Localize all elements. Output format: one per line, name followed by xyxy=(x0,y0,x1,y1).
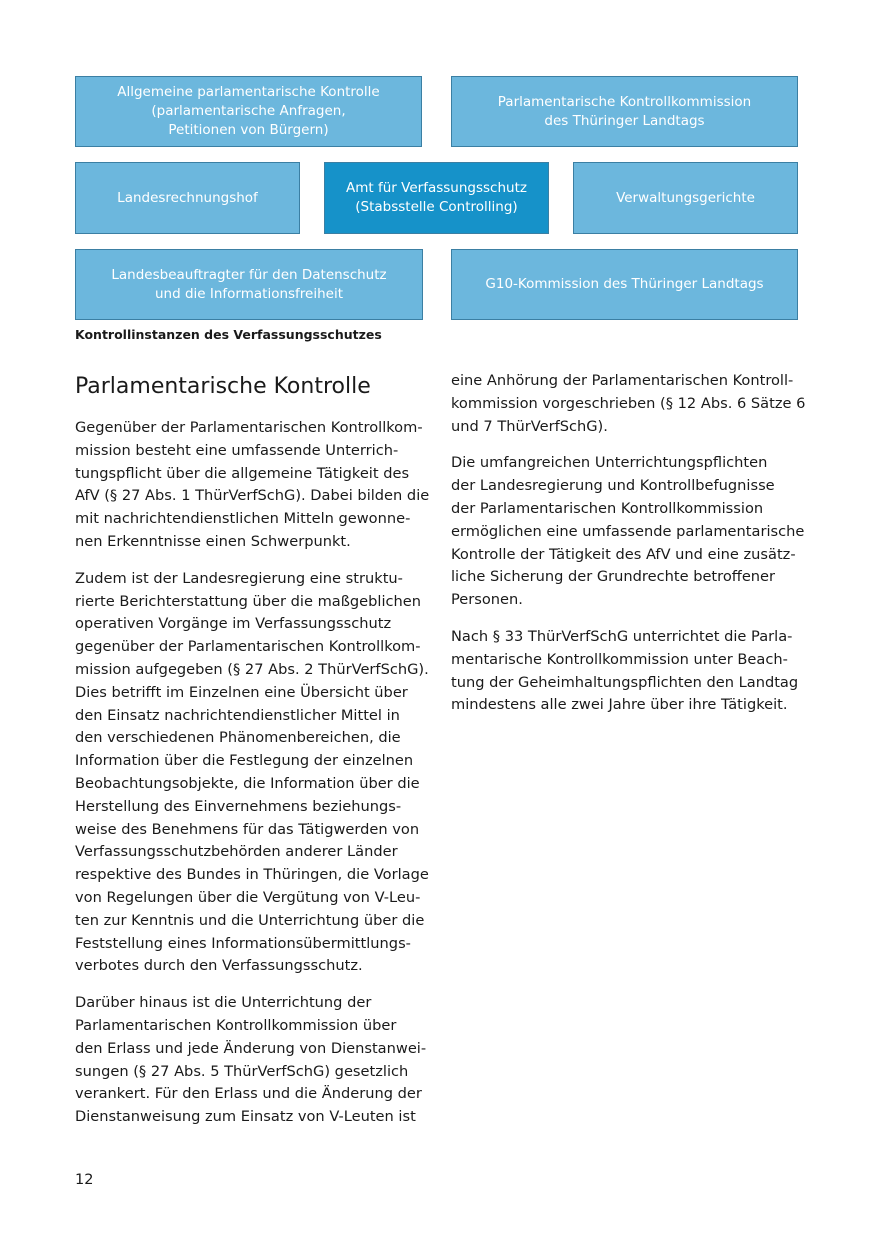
text-line: den Erlass und jede Änderung von Dienstanwei- xyxy=(75,1039,427,1057)
text-line: Feststellung eines Informationsübermittlungs- xyxy=(75,934,411,952)
text-column-left xyxy=(75,370,430,1143)
right-paragraphs xyxy=(451,370,806,717)
box-verwaltungsgerichte: Verwaltungsgerichte xyxy=(573,162,798,234)
text-column-right xyxy=(451,370,806,731)
text-line: Nach § 33 ThürVerfSchG unterrichtet die Parla- xyxy=(451,627,793,645)
text-line: Herstellung des Einvernehmens beziehungs- xyxy=(75,797,402,815)
section-heading: Parlamentarische Kontrolle xyxy=(75,374,371,399)
text-line: nen Erkenntnisse einen Schwerpunkt. xyxy=(75,532,351,550)
text-line: mindestens alle zwei Jahre über ihre Tätigkeit. xyxy=(451,696,788,714)
text-line: Beobachtungsobjekte, die Information über die xyxy=(75,774,420,792)
text-line: mission aufgegeben (§ 27 Abs. 2 ThürVerfSchG). xyxy=(75,660,429,678)
text-line: sungen (§ 27 Abs. 5 ThürVerfSchG) gesetzlich xyxy=(75,1062,409,1080)
text-line: tungspflicht über die allgemeine Tätigkeit des xyxy=(75,464,410,482)
paragraph xyxy=(75,417,430,554)
text-line: von Regelungen über die Vergütung von V-Leu- xyxy=(75,888,421,906)
box-parlamentarische-kontrollkommission: Parlamentarische Kontrollkommission des Thüringer Landtags xyxy=(451,76,798,147)
text-line: Parlamentarischen Kontrollkommission über xyxy=(75,1016,397,1034)
text-line: weise des Benehmens für das Tätigwerden von xyxy=(75,820,420,838)
left-paragraphs xyxy=(75,417,430,1129)
text-line: operativen Vorgänge im Verfassungsschutz xyxy=(75,615,392,633)
box-allgemeine-kontrolle: Allgemeine parlamentarische Kontrolle (parlamentarische Anfragen, Petitionen von Bürgern) xyxy=(75,76,422,147)
box-datenschutzbeauftragter: Landesbeauftragter für den Datenschutz und die Informationsfreiheit xyxy=(75,249,423,320)
text-line: Kontrolle der Tätigkeit des AfV und eine zusätz- xyxy=(451,545,796,563)
text-line: verbotes durch den Verfassungsschutz. xyxy=(75,957,363,975)
text-line: Verfassungsschutzbehörden anderer Länder xyxy=(75,843,398,861)
text-line: Zudem ist der Landesregierung eine struktu- xyxy=(75,569,403,587)
text-line: den verschiedenen Phänomenbereichen, die xyxy=(75,729,401,747)
text-line: der Parlamentarischen Kontrollkommission xyxy=(451,499,764,517)
text-line: AfV (§ 27 Abs. 1 ThürVerfSchG). Dabei bilden die xyxy=(75,487,430,505)
text-line: rierte Berichterstattung über die maßgeblichen xyxy=(75,592,422,610)
text-line: den Einsatz nachrichtendienstlicher Mittel in xyxy=(75,706,400,724)
text-line: kommission vorgeschrieben (§ 12 Abs. 6 Sätze 6 xyxy=(451,394,806,412)
box-landesrechnungshof: Landesrechnungshof xyxy=(75,162,300,234)
text-line: mentarische Kontrollkommission unter Beach- xyxy=(451,650,788,668)
page-number: 12 xyxy=(75,1172,94,1188)
text-line: respektive des Bundes in Thüringen, die Vorlage xyxy=(75,866,429,884)
text-line: mit nachrichtendienstlichen Mitteln gewonne- xyxy=(75,510,411,528)
text-line: Personen. xyxy=(451,591,523,609)
text-line: verankert. Für den Erlass und die Änderung der xyxy=(75,1085,422,1103)
box-g10-kommission: G10-Kommission des Thüringer Landtags xyxy=(451,249,798,320)
text-line: Gegenüber der Parlamentarischen Kontrollkom- xyxy=(75,419,423,436)
paragraph xyxy=(451,370,806,438)
text-line: ermöglichen eine umfassende parlamentarische xyxy=(451,522,805,540)
text-line: eine Anhörung der Parlamentarischen Kontroll- xyxy=(451,372,794,389)
text-line: und 7 ThürVerfSchG). xyxy=(451,417,608,435)
text-line: mission besteht eine umfassende Unterrich- xyxy=(75,441,399,459)
text-line: Die umfangreichen Unterrichtungspflichten xyxy=(451,454,768,472)
text-line: Darüber hinaus ist die Unterrichtung der xyxy=(75,994,372,1012)
text-line: gegenüber der Parlamentarischen Kontrollkom- xyxy=(75,638,421,656)
text-line: liche Sicherung der Grundrechte betroffener xyxy=(451,568,776,586)
paragraph xyxy=(75,992,427,1129)
paragraph xyxy=(451,452,805,612)
text-line: ten zur Kenntnis und die Unterrichtung über die xyxy=(75,911,425,929)
text-line: Information über die Festlegung der einzelnen xyxy=(75,752,414,770)
text-line: der Landesregierung und Kontrollbefugnisse xyxy=(451,477,775,495)
box-amt-fuer-verfassungsschutz: Amt für Verfassungsschutz (Stabsstelle Controlling) xyxy=(324,162,549,234)
paragraph xyxy=(75,568,429,978)
paragraph xyxy=(451,626,799,717)
figure-caption: Kontrollinstanzen des Verfassungsschutzes xyxy=(75,327,382,342)
text-line: Dienstanweisung zum Einsatz von V-Leuten ist xyxy=(75,1108,416,1126)
text-line: Dies betrifft im Einzelnen eine Übersicht über xyxy=(75,683,408,701)
text-line: tung der Geheimhaltungspflichten den Landtag xyxy=(451,673,799,691)
